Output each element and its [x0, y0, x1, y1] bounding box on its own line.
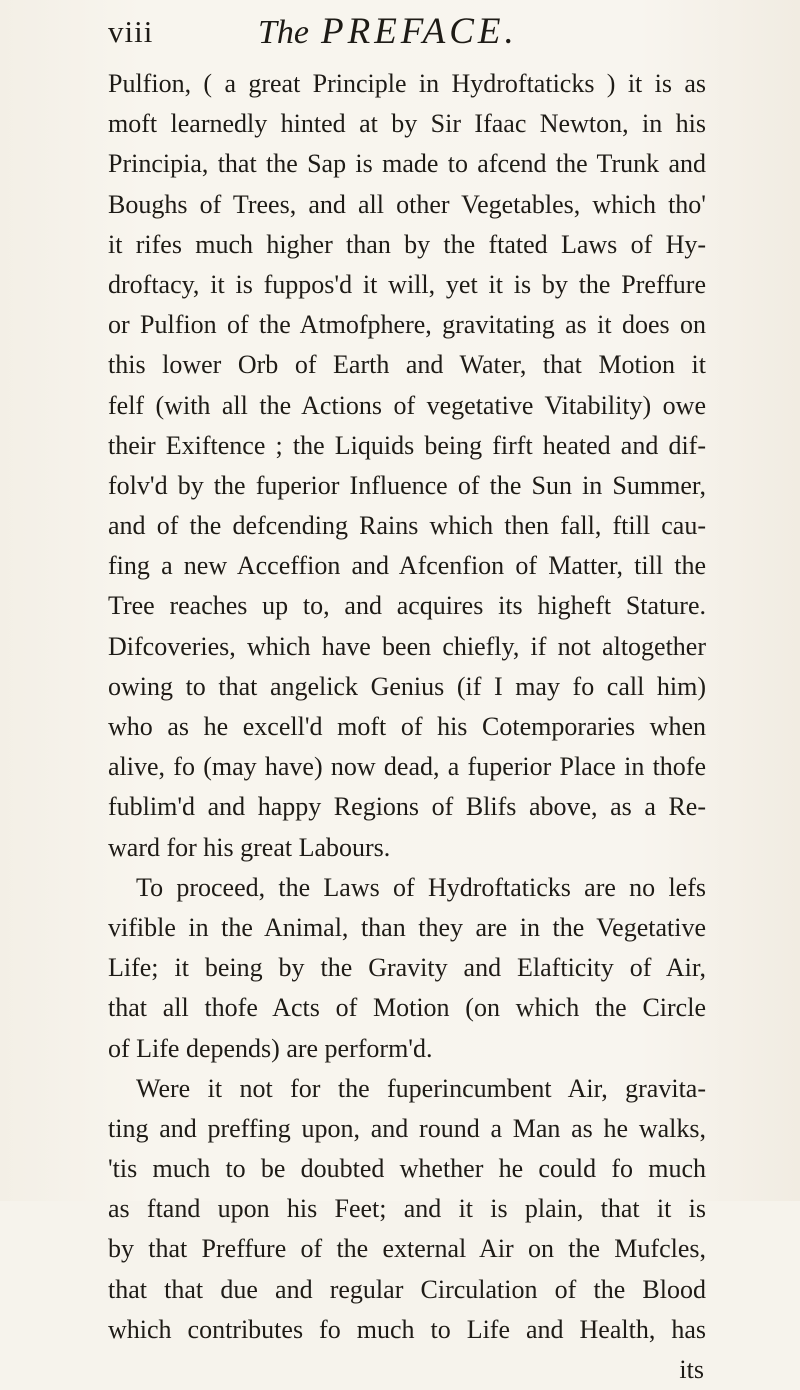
- text-line: ward for his great Labours.: [108, 832, 391, 862]
- running-head-the: The: [258, 14, 309, 51]
- text-line: Difcoveries, which have been chiefly, if not altogether: [108, 631, 706, 661]
- page-header: [108, 10, 668, 58]
- text-line: as ftand upon his Feet; and it is plain, that it is: [108, 1194, 706, 1224]
- text-line: vifible in the Animal, than they are in the Vegetative: [108, 912, 706, 942]
- page-number: viii: [108, 14, 154, 49]
- text-line: that that due and regular Circulation of the Blood: [108, 1274, 706, 1304]
- text-line: 'tis much to be doubted whether he could fo much: [108, 1154, 706, 1184]
- text-line: Were it not for the fuperincumbent Air, gravita-: [136, 1073, 706, 1103]
- text-line: owing to that angelick Genius (if I may fo call him): [108, 671, 706, 701]
- text-line: their Exiftence ; the Liquids being firft heated and dif-: [108, 430, 706, 460]
- running-head: [258, 10, 518, 53]
- text-line: or Pulfion of the Atmofphere, gravitating as it does on: [108, 310, 706, 340]
- text-line: Boughs of Trees, and all other Vegetables, which tho': [108, 189, 706, 219]
- text-line: who as he excell'd moft of his Cotemporaries when: [108, 712, 706, 741]
- text-line: Tree reaches up to, and acquires its higheft Stature.: [108, 591, 706, 621]
- running-head-title: PREFACE.: [321, 11, 518, 52]
- text-line: To proceed, the Laws of Hydroftaticks are no lefs: [136, 872, 706, 902]
- catchword: its: [679, 1355, 704, 1384]
- text-line: Life; it being by the Gravity and Elafticity of Air,: [108, 953, 706, 983]
- text-line: by that Preffure of the external Air on the Mufcles,: [108, 1234, 706, 1264]
- text-line: felf (with all the Actions of vegetative Vitability) owe: [108, 390, 706, 420]
- text-line: and of the defcending Rains which then fall, ftill cau-: [108, 511, 706, 541]
- text-line: of Life depends) are perform'd.: [108, 1033, 433, 1063]
- text-line: alive, fo (may have) now dead, a fuperior Place in thofe: [108, 752, 706, 782]
- text-line: moft learnedly hinted at by Sir Ifaac Newton, in his: [108, 109, 706, 139]
- text-line: this lower Orb of Earth and Water, that Motion it: [108, 350, 706, 380]
- text-line: folv'd by the fuperior Influence of the Sun in Summer,: [108, 470, 706, 500]
- text-line: fublim'd and happy Regions of Blifs above, as a Re-: [108, 792, 706, 822]
- text-line: Pulfion, ( a great Principle in Hydroftaticks ) it is as: [108, 69, 706, 98]
- body-text: [108, 64, 706, 1390]
- text-line: Principia, that the Sap is made to afcend the Trunk and: [108, 149, 706, 179]
- text-line: fing a new Acceffion and Afcenfion of Matter, till the: [108, 551, 706, 581]
- text-line: ting and preffing upon, and round a Man as he walks,: [108, 1113, 706, 1143]
- text-line: droftacy, it is fuppos'd it will, yet it is by the Preffure: [108, 269, 706, 299]
- text-line: it rifes much higher than by the ftated Laws of Hy-: [108, 229, 706, 259]
- text-line: that all thofe Acts of Motion (on which the Circle: [108, 993, 706, 1023]
- text-line: which contributes fo much to Life and Health, has: [108, 1314, 706, 1344]
